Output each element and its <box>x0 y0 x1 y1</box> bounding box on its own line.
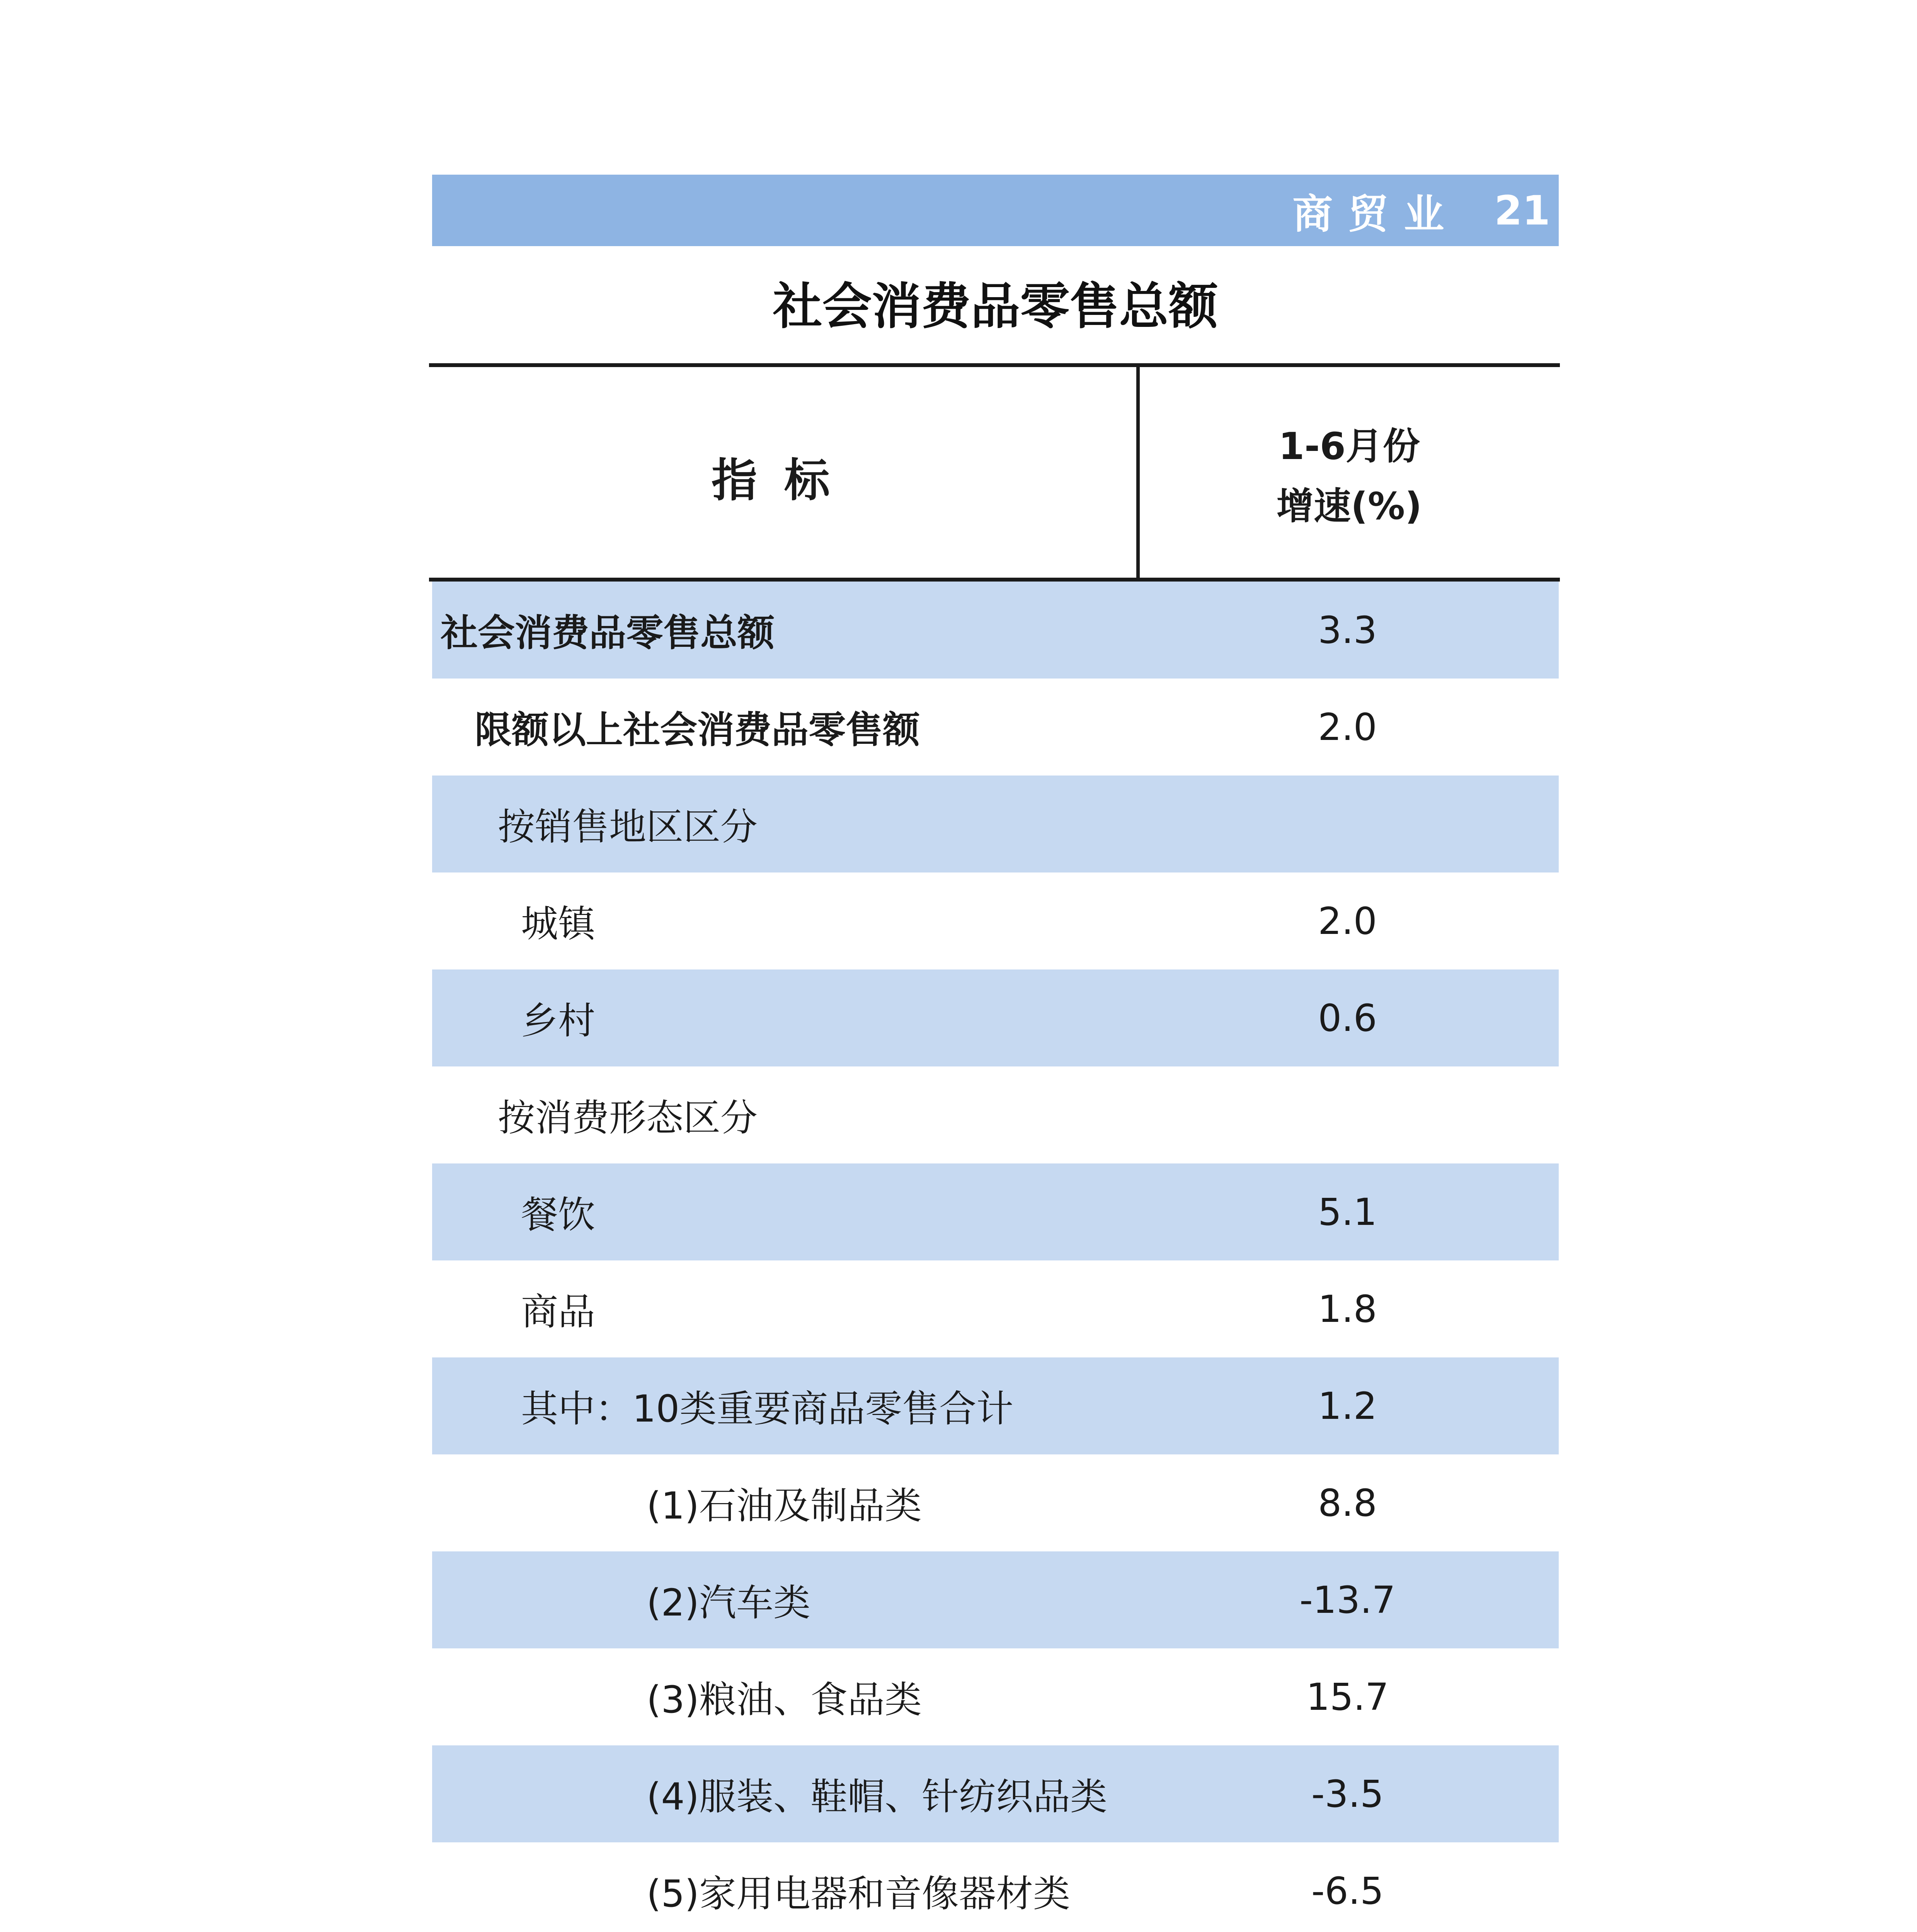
row-label: 商品 <box>521 1290 595 1333</box>
table-title: 社会消费品零售总额 <box>773 278 1218 335</box>
table-row <box>432 872 1559 969</box>
row-label: (4)服装、鞋帽、针纺织品类 <box>647 1775 1107 1818</box>
table-row <box>432 776 1559 872</box>
row-value: 2.0 <box>1318 705 1377 749</box>
row-value: 1.8 <box>1318 1287 1377 1331</box>
table-row <box>432 1260 1559 1357</box>
page-number: 21 <box>1494 187 1550 234</box>
row-value: 8.8 <box>1318 1481 1377 1525</box>
row-label: 社会消费品零售总额 <box>441 611 775 655</box>
table-row <box>432 1357 1559 1454</box>
table-row <box>432 1066 1559 1163</box>
row-label: 按销售地区区分 <box>498 805 758 849</box>
table-row <box>432 1745 1559 1842</box>
row-label: 餐饮 <box>521 1193 595 1236</box>
row-value: 1.2 <box>1318 1384 1377 1428</box>
row-value: 15.7 <box>1306 1675 1389 1719</box>
row-value: -13.7 <box>1299 1578 1396 1622</box>
row-value: 0.6 <box>1318 996 1377 1040</box>
row-value: 5.1 <box>1318 1190 1377 1234</box>
row-label: 其中：10类重要商品零售合计 <box>521 1387 1014 1430</box>
table-row <box>432 969 1559 1066</box>
column-header-growth <box>1140 371 1559 582</box>
column-header-indicator: 指标 <box>711 453 857 507</box>
table-top-rule <box>429 363 1560 367</box>
row-label: (3)粮油、食品类 <box>647 1678 922 1721</box>
section-label: 商贸业 <box>1292 190 1460 238</box>
row-value: 3.3 <box>1318 608 1377 652</box>
row-label: (1)石油及制品类 <box>647 1484 922 1527</box>
table-row <box>432 1163 1559 1260</box>
row-label: 按消费形态区分 <box>498 1096 758 1139</box>
table-row <box>432 582 1559 679</box>
row-value: 2.0 <box>1318 899 1377 943</box>
row-label: (5)家用电器和音像器材类 <box>647 1872 1070 1915</box>
table-row <box>432 1648 1559 1745</box>
row-label: 乡村 <box>521 999 595 1043</box>
table-row <box>432 1842 1559 1932</box>
row-label: 限额以上社会消费品零售额 <box>475 708 920 752</box>
row-value: -3.5 <box>1311 1772 1384 1816</box>
row-value: -6.5 <box>1311 1869 1384 1913</box>
header-bottom-rule <box>429 578 1560 582</box>
column-header-period: 1-6月份 <box>1279 424 1420 468</box>
header-bar <box>432 175 1559 246</box>
row-label: (2)汽车类 <box>647 1581 810 1624</box>
table-body <box>432 582 1559 1932</box>
table-row <box>432 1551 1559 1648</box>
column-header-unit: 增速(%) <box>1277 484 1422 528</box>
row-label: 城镇 <box>521 902 595 946</box>
header-column-divider <box>1136 367 1140 582</box>
table-row <box>432 679 1559 776</box>
table-row <box>432 1454 1559 1551</box>
